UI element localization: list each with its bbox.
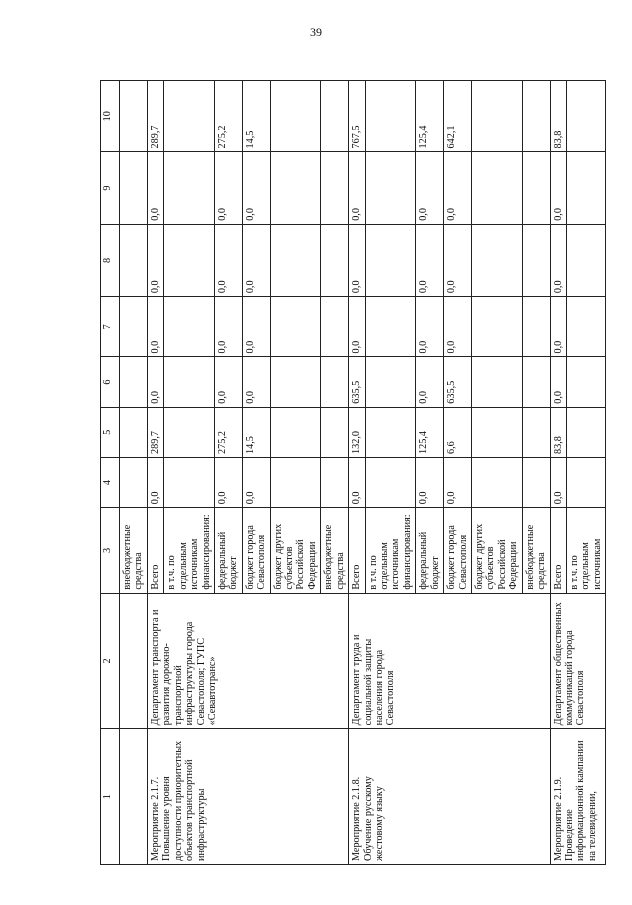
value-cell bbox=[522, 297, 550, 357]
value-cell bbox=[120, 224, 148, 296]
value-cell: 0,0 bbox=[550, 297, 566, 357]
funding-source-cell: Всего bbox=[349, 508, 365, 593]
column-header: 5 bbox=[101, 407, 120, 457]
value-cell: 0,0 bbox=[416, 152, 444, 224]
value-cell: 0,0 bbox=[444, 297, 472, 357]
column-header: 3 bbox=[101, 508, 120, 593]
column-header: 9 bbox=[101, 152, 120, 224]
value-cell: 0,0 bbox=[416, 297, 444, 357]
funding-source-cell: внебюджетные средства bbox=[321, 508, 349, 593]
value-cell: 642,1 bbox=[444, 81, 472, 152]
value-cell bbox=[164, 407, 215, 457]
value-cell bbox=[321, 81, 349, 152]
value-cell: 0,0 bbox=[214, 152, 242, 224]
value-cell bbox=[522, 357, 550, 407]
value-cell: 6,6 bbox=[444, 407, 472, 457]
funding-source-cell: внебюджетные средства bbox=[522, 508, 550, 593]
value-cell bbox=[120, 357, 148, 407]
value-cell bbox=[471, 357, 522, 407]
value-cell: 635,5 bbox=[349, 357, 365, 407]
value-cell: 0,0 bbox=[242, 297, 270, 357]
measure-cell: Мероприятие 2.1.9. Проведение информационной кампании на телевидении, bbox=[550, 729, 606, 865]
value-cell: 0,0 bbox=[444, 152, 472, 224]
column-header: 10 bbox=[101, 81, 120, 152]
value-cell bbox=[566, 152, 605, 224]
value-cell: 83,8 bbox=[550, 407, 566, 457]
value-cell: 0,0 bbox=[147, 357, 163, 407]
value-cell: 767,5 bbox=[349, 81, 365, 152]
value-cell: 0,0 bbox=[349, 224, 365, 296]
value-cell bbox=[365, 407, 416, 457]
table-row bbox=[147, 81, 163, 865]
column-header: 2 bbox=[101, 593, 120, 729]
value-cell bbox=[164, 81, 215, 152]
value-cell: 0,0 bbox=[550, 357, 566, 407]
value-cell bbox=[321, 297, 349, 357]
column-header: 8 bbox=[101, 224, 120, 296]
value-cell: 0,0 bbox=[242, 457, 270, 507]
value-cell: 125,4 bbox=[416, 81, 444, 152]
funding-source-cell: бюджет других субъектов Российской Федерации bbox=[471, 508, 522, 593]
value-cell bbox=[321, 152, 349, 224]
value-cell bbox=[365, 457, 416, 507]
value-cell bbox=[471, 81, 522, 152]
value-cell bbox=[566, 457, 605, 507]
value-cell: 0,0 bbox=[214, 457, 242, 507]
value-cell bbox=[120, 152, 148, 224]
value-cell bbox=[566, 224, 605, 296]
value-cell: 275,2 bbox=[214, 407, 242, 457]
value-cell bbox=[471, 224, 522, 296]
executor-cell: Департамент транспорта и развития дорожно-транспортной инфраструктуры города Севастополя; ГУПС «Севавтотранс» bbox=[147, 593, 348, 729]
value-cell: 0,0 bbox=[416, 457, 444, 507]
value-cell bbox=[566, 81, 605, 152]
value-cell bbox=[471, 457, 522, 507]
value-cell bbox=[164, 152, 215, 224]
measure-cell bbox=[120, 729, 148, 865]
funding-source-cell: в т.ч. по отдельным источникам финансирования: bbox=[164, 508, 215, 593]
funding-source-cell: бюджет города Севастополя bbox=[242, 508, 270, 593]
value-cell bbox=[270, 407, 321, 457]
value-cell: 289,7 bbox=[147, 81, 163, 152]
executor-cell: Департамент труда и социальной защиты населения города Севастополя bbox=[349, 593, 550, 729]
value-cell bbox=[365, 297, 416, 357]
rotated-table-wrapper bbox=[100, 80, 603, 865]
funding-source-cell: федеральный бюджет bbox=[214, 508, 242, 593]
value-cell: 83,8 bbox=[550, 81, 566, 152]
header-row bbox=[101, 81, 120, 865]
value-cell: 0,0 bbox=[444, 457, 472, 507]
value-cell bbox=[120, 457, 148, 507]
funding-source-cell: Всего bbox=[550, 508, 566, 593]
value-cell: 14,5 bbox=[242, 81, 270, 152]
value-cell: 289,7 bbox=[147, 407, 163, 457]
value-cell: 0,0 bbox=[147, 457, 163, 507]
value-cell bbox=[164, 297, 215, 357]
value-cell: 125,4 bbox=[416, 407, 444, 457]
value-cell bbox=[120, 297, 148, 357]
table-row bbox=[120, 81, 148, 865]
value-cell bbox=[321, 407, 349, 457]
value-cell: 0,0 bbox=[550, 224, 566, 296]
value-cell bbox=[120, 81, 148, 152]
column-header: 6 bbox=[101, 357, 120, 407]
value-cell bbox=[471, 297, 522, 357]
value-cell bbox=[522, 81, 550, 152]
value-cell: 0,0 bbox=[416, 224, 444, 296]
measure-cell: Мероприятие 2.1.8. Обучение русскому жестовому языку bbox=[349, 729, 550, 865]
value-cell: 0,0 bbox=[147, 224, 163, 296]
value-cell bbox=[365, 357, 416, 407]
value-cell: 0,0 bbox=[214, 224, 242, 296]
value-cell bbox=[365, 152, 416, 224]
value-cell: 635,5 bbox=[444, 357, 472, 407]
value-cell bbox=[365, 81, 416, 152]
value-cell bbox=[270, 152, 321, 224]
value-cell bbox=[566, 407, 605, 457]
value-cell: 0,0 bbox=[349, 297, 365, 357]
value-cell bbox=[164, 357, 215, 407]
value-cell: 0,0 bbox=[214, 297, 242, 357]
value-cell: 0,0 bbox=[349, 457, 365, 507]
value-cell bbox=[270, 224, 321, 296]
value-cell: 0,0 bbox=[416, 357, 444, 407]
column-header: 7 bbox=[101, 297, 120, 357]
table-row bbox=[550, 81, 566, 865]
column-header: 1 bbox=[101, 729, 120, 865]
value-cell bbox=[270, 357, 321, 407]
funding-source-cell: бюджет города Севастополя bbox=[444, 508, 472, 593]
value-cell bbox=[471, 152, 522, 224]
value-cell bbox=[522, 224, 550, 296]
value-cell: 0,0 bbox=[550, 457, 566, 507]
value-cell bbox=[270, 81, 321, 152]
value-cell bbox=[522, 457, 550, 507]
value-cell: 0,0 bbox=[349, 152, 365, 224]
value-cell: 0,0 bbox=[214, 357, 242, 407]
value-cell bbox=[120, 407, 148, 457]
value-cell bbox=[321, 224, 349, 296]
value-cell bbox=[566, 297, 605, 357]
value-cell bbox=[270, 297, 321, 357]
executor-cell: Департамент общественных коммуникаций города Севастополя bbox=[550, 593, 606, 729]
table-body bbox=[101, 81, 606, 865]
measure-cell: Мероприятие 2.1.7. Повышение уровня доступности приоритетных объектов транспортной инфраструктуры bbox=[147, 729, 348, 865]
funding-source-cell: внебюджетные средства bbox=[120, 508, 148, 593]
value-cell: 0,0 bbox=[242, 357, 270, 407]
value-cell bbox=[566, 357, 605, 407]
value-cell bbox=[321, 357, 349, 407]
column-header: 4 bbox=[101, 457, 120, 507]
value-cell bbox=[365, 224, 416, 296]
value-cell bbox=[321, 457, 349, 507]
funding-source-cell: в т.ч. по отдельным источникам bbox=[566, 508, 605, 593]
value-cell bbox=[522, 152, 550, 224]
page-number: 39 bbox=[310, 25, 322, 39]
value-cell bbox=[522, 407, 550, 457]
value-cell: 0,0 bbox=[242, 152, 270, 224]
funding-source-cell: бюджет других субъектов Российской Федерации bbox=[270, 508, 321, 593]
value-cell: 0,0 bbox=[147, 152, 163, 224]
value-cell: 0,0 bbox=[147, 297, 163, 357]
value-cell: 14,5 bbox=[242, 407, 270, 457]
funding-source-cell: федеральный бюджет bbox=[416, 508, 444, 593]
budget-table bbox=[100, 80, 606, 865]
executor-cell bbox=[120, 593, 148, 729]
table-row bbox=[349, 81, 365, 865]
value-cell: 132,0 bbox=[349, 407, 365, 457]
value-cell bbox=[164, 224, 215, 296]
value-cell bbox=[471, 407, 522, 457]
value-cell bbox=[270, 457, 321, 507]
value-cell: 0,0 bbox=[550, 152, 566, 224]
value-cell bbox=[164, 457, 215, 507]
value-cell: 275,2 bbox=[214, 81, 242, 152]
value-cell: 0,0 bbox=[242, 224, 270, 296]
funding-source-cell: Всего bbox=[147, 508, 163, 593]
value-cell: 0,0 bbox=[444, 224, 472, 296]
funding-source-cell: в т.ч. по отдельным источникам финансирования: bbox=[365, 508, 416, 593]
